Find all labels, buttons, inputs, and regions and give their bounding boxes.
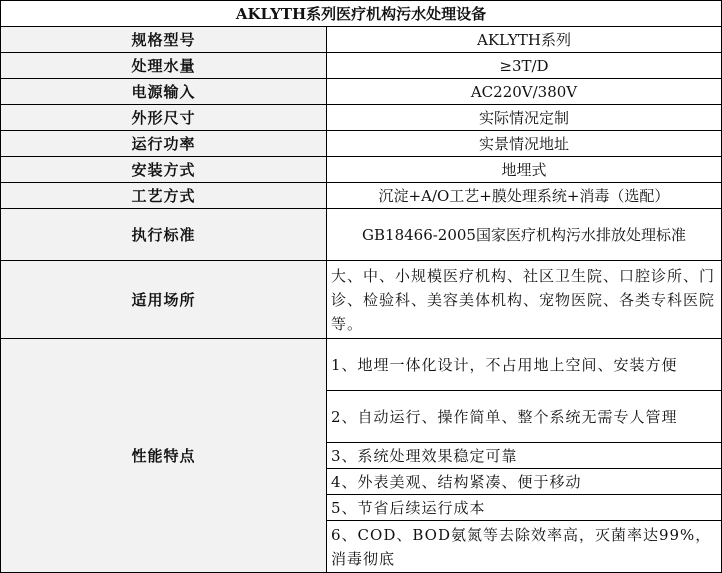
feature-item: 1、地埋一体化设计，不占用地上空间、安装方便 [327, 339, 722, 391]
row-value-model: AKLYTH系列 [327, 27, 722, 53]
row-value-process: 沉淀+A/O工艺+膜处理系统+消毒（选配） [327, 183, 722, 209]
table-row [1, 339, 722, 391]
feature-item: 4、外表美观、结构紧凑、便于移动 [327, 469, 722, 495]
row-value-dimensions: 实际情况定制 [327, 105, 722, 131]
feature-item: 5、节省后续运行成本 [327, 495, 722, 521]
row-label-install: 安装方式 [1, 157, 327, 183]
row-label-capacity: 处理水量 [1, 53, 327, 79]
row-label-power-input: 电源输入 [1, 79, 327, 105]
feature-item: 3、系统处理效果稳定可靠 [327, 443, 722, 469]
row-value-applications: 大、中、小规模医疗机构、社区卫生院、口腔诊所、门诊、检验科、美容美体机构、宠物医院、各类专科医院等。 [327, 261, 722, 339]
table-row [1, 105, 722, 131]
row-label-power: 运行功率 [1, 131, 327, 157]
table-row [1, 53, 722, 79]
row-label-dimensions: 外形尺寸 [1, 105, 327, 131]
feature-item: 2、自动运行、操作简单、整个系统无需专人管理 [327, 391, 722, 443]
row-value-power-input: AC220V/380V [327, 79, 722, 105]
table-row [1, 183, 722, 209]
table-row [1, 27, 722, 53]
row-label-features: 性能特点 [1, 339, 327, 573]
table-row [1, 157, 722, 183]
row-label-process: 工艺方式 [1, 183, 327, 209]
row-label-model: 规格型号 [1, 27, 327, 53]
row-value-standard: GB18466-2005国家医疗机构污水排放处理标准 [327, 209, 722, 261]
table-row [1, 209, 722, 261]
table-row [1, 131, 722, 157]
table-title: AKLYTH系列医疗机构污水处理设备 [1, 1, 722, 27]
row-value-power: 实景情况地址 [327, 131, 722, 157]
feature-item: 6、COD、BOD氨氮等去除效率高，灭菌率达99%，消毒彻底 [327, 521, 722, 573]
title-row [1, 1, 722, 27]
row-label-standard: 执行标准 [1, 209, 327, 261]
row-label-applications: 适用场所 [1, 261, 327, 339]
table-row [1, 261, 722, 339]
table-row [1, 79, 722, 105]
row-value-install: 地埋式 [327, 157, 722, 183]
row-value-capacity: ≥3T/D [327, 53, 722, 79]
